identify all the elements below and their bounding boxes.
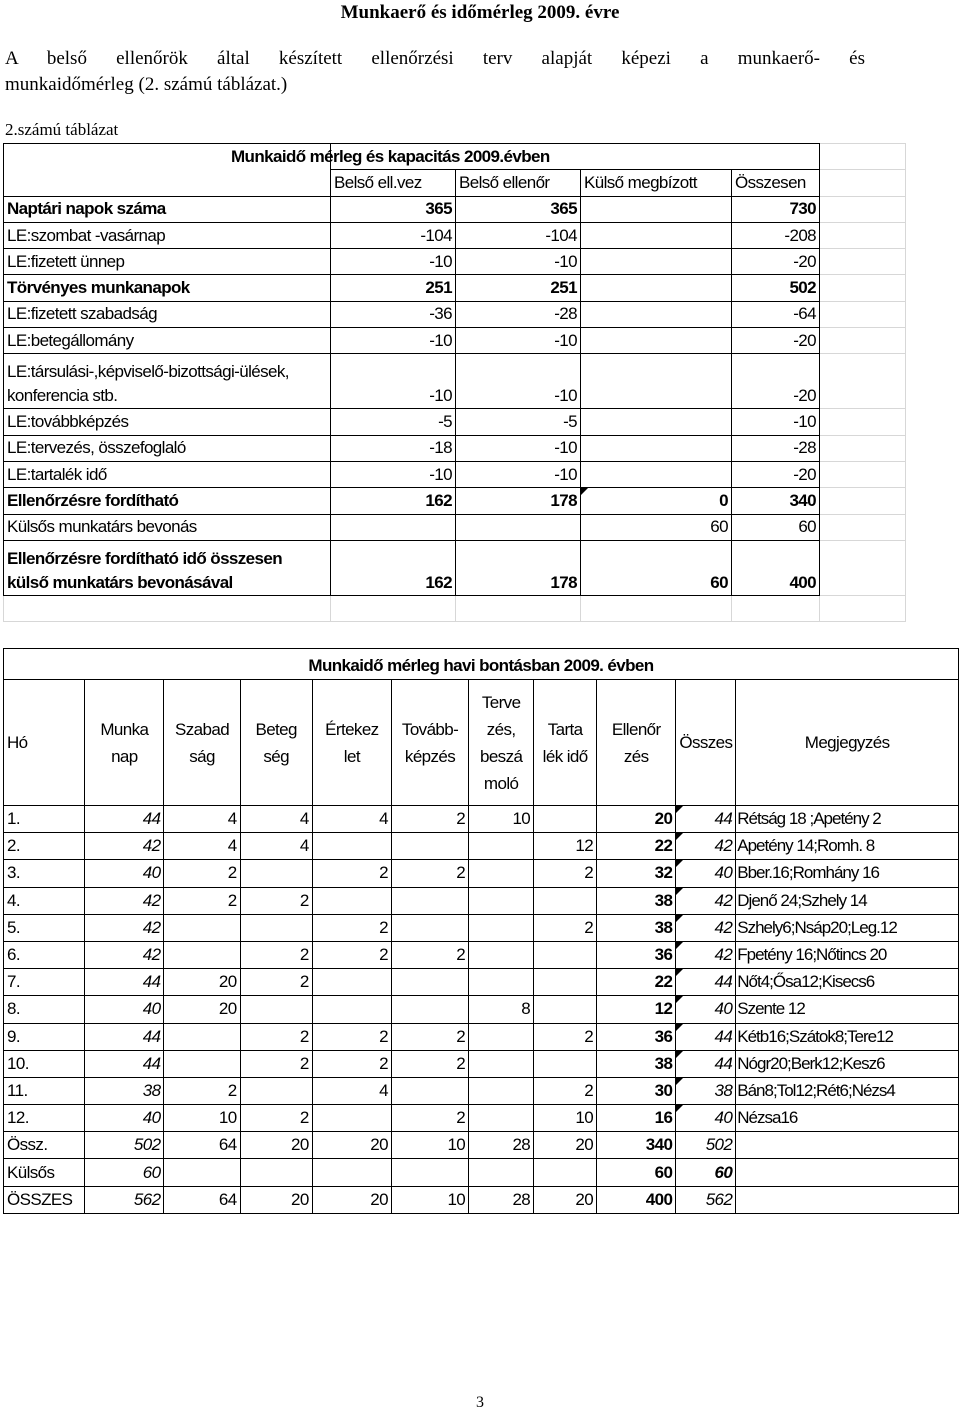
capacity-cell: -10 — [732, 409, 820, 435]
capacity-row — [4, 435, 906, 461]
capacity-cell: -20 — [732, 249, 820, 275]
capacity-row-label: Ellenőrzésre fordítható — [4, 488, 331, 514]
monthly-value-cell: 42 — [85, 833, 164, 860]
monthly-value-cell — [240, 1077, 312, 1104]
monthly-value-cell: 4 — [164, 806, 240, 833]
monthly-value-cell: 4 — [240, 833, 312, 860]
monthly-value-cell: 4 — [312, 1077, 391, 1104]
capacity-cell — [581, 461, 732, 487]
monthly-value-cell — [312, 969, 391, 996]
monthly-header-cell: Összes — [676, 680, 736, 806]
monthly-value-cell: 562 — [85, 1186, 164, 1213]
capacity-cell: -28 — [732, 435, 820, 461]
monthly-value-cell: 12 — [597, 996, 676, 1023]
monthly-value-cell: 38 — [597, 1050, 676, 1077]
monthly-value-cell: 2 — [312, 914, 391, 941]
monthly-value-cell: 2 — [240, 1105, 312, 1132]
monthly-value-cell: 42 — [85, 887, 164, 914]
monthly-value-cell: 60 — [676, 1159, 736, 1186]
capacity-cell — [581, 328, 732, 354]
capacity-cell: -28 — [456, 301, 581, 327]
monthly-value-cell: 2 — [240, 1050, 312, 1077]
monthly-table — [3, 648, 959, 1214]
note-cell: Rétság 18 ;Apetény 2 — [736, 806, 959, 833]
capacity-cell: 178 — [456, 488, 581, 514]
monthly-value-cell: 40 — [85, 1105, 164, 1132]
capacity-cell: 162 — [331, 540, 456, 595]
monthly-value-cell — [391, 1077, 468, 1104]
page-number: 3 — [476, 1394, 484, 1411]
monthly-row — [4, 914, 959, 941]
monthly-value-cell: 28 — [469, 1132, 534, 1159]
capacity-row-label: LE:tervezés, összefoglaló — [4, 435, 331, 461]
monthly-value-cell: 20 — [312, 1132, 391, 1159]
capacity-row — [4, 409, 906, 435]
monthly-value-cell: 8 — [469, 996, 534, 1023]
capacity-row — [4, 328, 906, 354]
monthly-value-cell: 38 — [597, 914, 676, 941]
monthly-value-cell — [469, 1077, 534, 1104]
capacity-cell: 251 — [331, 275, 456, 301]
monthly-value-cell: 42 — [676, 914, 736, 941]
header-belso-ell-vez: Belső ell.vez — [331, 170, 456, 196]
capacity-cell — [581, 409, 732, 435]
monthly-header-cell: Ellenőr zés — [597, 680, 676, 806]
monthly-value-cell: 20 — [312, 1186, 391, 1213]
monthly-row — [4, 941, 959, 968]
capacity-cell: -10 — [331, 328, 456, 354]
monthly-value-cell — [164, 941, 240, 968]
capacity-row-label: LE:fizetett ünnep — [4, 249, 331, 275]
capacity-row-label: LE:betegállomány — [4, 328, 331, 354]
monthly-row — [4, 833, 959, 860]
monthly-value-cell: 40 — [676, 996, 736, 1023]
monthly-value-cell: 20 — [534, 1132, 597, 1159]
capacity-row — [4, 488, 906, 514]
note-cell: Bán8;Tol12;Rét6;Nézs4 — [736, 1077, 959, 1104]
monthly-value-cell: 2 — [391, 860, 468, 887]
monthly-value-cell — [534, 941, 597, 968]
monthly-value-cell: 4 — [164, 833, 240, 860]
monthly-value-cell: 20 — [164, 996, 240, 1023]
month-cell: 8. — [4, 996, 85, 1023]
capacity-table-header-row — [4, 170, 906, 196]
monthly-value-cell — [391, 996, 468, 1023]
capacity-row — [4, 461, 906, 487]
monthly-value-cell: 2 — [240, 969, 312, 996]
capacity-cell: -10 — [456, 435, 581, 461]
month-cell: 10. — [4, 1050, 85, 1077]
monthly-value-cell — [391, 887, 468, 914]
monthly-value-cell: 40 — [85, 996, 164, 1023]
header-belso-ellenor: Belső ellenőr — [456, 170, 581, 196]
monthly-header-cell: Beteg ség — [240, 680, 312, 806]
capacity-cell — [581, 301, 732, 327]
note-cell: Nógr20;Berk12;Kesz6 — [736, 1050, 959, 1077]
monthly-value-cell — [164, 1050, 240, 1077]
monthly-value-cell — [164, 914, 240, 941]
monthly-value-cell: 340 — [597, 1132, 676, 1159]
month-cell: 2. — [4, 833, 85, 860]
capacity-cell: -64 — [732, 301, 820, 327]
monthly-value-cell: 22 — [597, 833, 676, 860]
capacity-cell: -10 — [456, 354, 581, 409]
monthly-value-cell — [469, 1050, 534, 1077]
monthly-table-title-row — [4, 649, 959, 680]
monthly-header-cell: Szabad ság — [164, 680, 240, 806]
monthly-value-cell: 44 — [85, 1023, 164, 1050]
monthly-value-cell — [312, 1159, 391, 1186]
monthly-value-cell: 44 — [85, 1050, 164, 1077]
monthly-value-cell — [240, 1159, 312, 1186]
capacity-cell: -10 — [331, 354, 456, 409]
capacity-cell — [581, 222, 732, 248]
note-cell: Apetény 14;Romh. 8 — [736, 833, 959, 860]
monthly-row — [4, 887, 959, 914]
monthly-value-cell — [469, 1023, 534, 1050]
monthly-value-cell: 502 — [85, 1132, 164, 1159]
capacity-row — [4, 196, 906, 222]
monthly-value-cell — [534, 996, 597, 1023]
monthly-value-cell — [469, 914, 534, 941]
capacity-row — [4, 301, 906, 327]
capacity-cell: 365 — [456, 196, 581, 222]
monthly-value-cell: 42 — [676, 887, 736, 914]
capacity-cell: 340 — [732, 488, 820, 514]
monthly-value-cell: 20 — [597, 806, 676, 833]
monthly-table-header-row — [4, 680, 959, 806]
monthly-value-cell — [469, 969, 534, 996]
capacity-cell: -208 — [732, 222, 820, 248]
monthly-value-cell — [534, 806, 597, 833]
capacity-row — [4, 540, 906, 595]
monthly-row — [4, 806, 959, 833]
capacity-row-label: Törvényes munkanapok — [4, 275, 331, 301]
month-cell: 4. — [4, 887, 85, 914]
monthly-value-cell: 44 — [85, 969, 164, 996]
monthly-value-cell: 2 — [240, 887, 312, 914]
monthly-value-cell: 36 — [597, 1023, 676, 1050]
month-cell: 12. — [4, 1105, 85, 1132]
capacity-cell: -104 — [456, 222, 581, 248]
capacity-cell: 60 — [581, 514, 732, 540]
month-cell: 9. — [4, 1023, 85, 1050]
month-cell: 5. — [4, 914, 85, 941]
monthly-value-cell: 44 — [85, 806, 164, 833]
capacity-row-label: LE:szombat -vasárnap — [4, 222, 331, 248]
capacity-cell: -10 — [456, 461, 581, 487]
monthly-value-cell: 16 — [597, 1105, 676, 1132]
monthly-value-cell: 64 — [164, 1132, 240, 1159]
note-cell: Fpetény 16;Nőtincs 20 — [736, 941, 959, 968]
header-kulso-megbizott: Külső megbízott — [581, 170, 732, 196]
capacity-cell: 365 — [331, 196, 456, 222]
capacity-cell: 730 — [732, 196, 820, 222]
note-cell: Djenő 24;Szhely 14 — [736, 887, 959, 914]
monthly-value-cell: 44 — [676, 1050, 736, 1077]
capacity-cell — [581, 275, 732, 301]
note-cell — [736, 1159, 959, 1186]
capacity-row — [4, 222, 906, 248]
capacity-cell: 178 — [456, 540, 581, 595]
monthly-row — [4, 860, 959, 887]
monthly-value-cell: 10 — [164, 1105, 240, 1132]
monthly-value-cell — [469, 941, 534, 968]
monthly-value-cell: 38 — [597, 887, 676, 914]
monthly-table-title: Munkaidő mérleg havi bontásban 2009. évben — [4, 649, 959, 680]
month-cell: 1. — [4, 806, 85, 833]
monthly-value-cell — [534, 887, 597, 914]
monthly-value-cell: 2 — [391, 1023, 468, 1050]
capacity-row — [4, 275, 906, 301]
note-cell: Nézsa16 — [736, 1105, 959, 1132]
monthly-value-cell: 44 — [676, 969, 736, 996]
note-cell: Szente 12 — [736, 996, 959, 1023]
capacity-cell: -10 — [456, 249, 581, 275]
monthly-value-cell: 38 — [85, 1077, 164, 1104]
monthly-row — [4, 1159, 959, 1186]
monthly-value-cell: 2 — [164, 1077, 240, 1104]
monthly-value-cell: 42 — [85, 914, 164, 941]
monthly-value-cell: 2 — [240, 941, 312, 968]
capacity-cell — [581, 249, 732, 275]
monthly-value-cell: 2 — [391, 806, 468, 833]
capacity-cell — [456, 514, 581, 540]
monthly-value-cell: 2 — [312, 860, 391, 887]
monthly-value-cell: 10 — [391, 1132, 468, 1159]
monthly-value-cell — [534, 1159, 597, 1186]
monthly-header-cell: Értekez let — [312, 680, 391, 806]
capacity-cell: -5 — [456, 409, 581, 435]
monthly-value-cell: 40 — [85, 860, 164, 887]
capacity-cell: -36 — [331, 301, 456, 327]
monthly-value-cell: 10 — [469, 806, 534, 833]
capacity-row — [4, 514, 906, 540]
monthly-header-cell: Tarta lék idő — [534, 680, 597, 806]
capacity-cell — [581, 196, 732, 222]
monthly-row — [4, 1186, 959, 1213]
monthly-value-cell — [469, 1105, 534, 1132]
monthly-value-cell: 42 — [676, 833, 736, 860]
monthly-value-cell — [240, 860, 312, 887]
note-cell: Kétb16;Szátok8;Tere12 — [736, 1023, 959, 1050]
capacity-row-label: LE:továbbképzés — [4, 409, 331, 435]
note-cell: Szhely6;Nsáp20;Leg.12 — [736, 914, 959, 941]
monthly-value-cell: 2 — [240, 1023, 312, 1050]
monthly-value-cell: 44 — [676, 1023, 736, 1050]
monthly-value-cell: 38 — [676, 1077, 736, 1104]
monthly-value-cell: 2 — [534, 914, 597, 941]
monthly-value-cell: 32 — [597, 860, 676, 887]
capacity-row-label: Naptári napok száma — [4, 196, 331, 222]
capacity-cell: 0 — [581, 488, 732, 514]
table-label: 2.számú táblázat — [5, 120, 119, 139]
monthly-value-cell — [391, 1159, 468, 1186]
monthly-value-cell: 10 — [391, 1186, 468, 1213]
capacity-cell: -10 — [331, 249, 456, 275]
note-cell: Nőt4;Ősa12;Kisecs6 — [736, 969, 959, 996]
monthly-value-cell — [312, 996, 391, 1023]
monthly-value-cell: 20 — [164, 969, 240, 996]
capacity-cell: 60 — [732, 514, 820, 540]
monthly-value-cell: 562 — [676, 1186, 736, 1213]
monthly-value-cell: 2 — [391, 1105, 468, 1132]
monthly-value-cell: 40 — [676, 1105, 736, 1132]
monthly-value-cell: 2 — [312, 1050, 391, 1077]
monthly-row — [4, 1105, 959, 1132]
monthly-value-cell: 2 — [164, 887, 240, 914]
monthly-value-cell: 22 — [597, 969, 676, 996]
capacity-row — [4, 249, 906, 275]
capacity-row-label: Ellenőrzésre fordítható idő összesen külső munkatárs bevonásával — [4, 540, 331, 595]
note-cell — [736, 1132, 959, 1159]
capacity-table-title: Munkaidő mérleg és kapacitás 2009.évben — [331, 144, 820, 170]
monthly-value-cell: 2 — [391, 941, 468, 968]
monthly-value-cell: 60 — [85, 1159, 164, 1186]
monthly-value-cell — [469, 860, 534, 887]
capacity-cell — [581, 435, 732, 461]
capacity-cell: 251 — [456, 275, 581, 301]
monthly-value-cell — [312, 887, 391, 914]
monthly-value-cell — [391, 914, 468, 941]
monthly-value-cell — [391, 833, 468, 860]
monthly-value-cell — [240, 996, 312, 1023]
capacity-cell: 162 — [331, 488, 456, 514]
monthly-value-cell: 2 — [534, 1077, 597, 1104]
monthly-value-cell: 40 — [676, 860, 736, 887]
monthly-value-cell: 20 — [240, 1186, 312, 1213]
capacity-cell: -10 — [331, 461, 456, 487]
monthly-value-cell: 42 — [676, 941, 736, 968]
monthly-value-cell — [240, 914, 312, 941]
monthly-value-cell — [469, 1159, 534, 1186]
monthly-header-cell: Terve zés, beszá moló — [469, 680, 534, 806]
capacity-row-label: Külsős munkatárs bevonás — [4, 514, 331, 540]
capacity-row-label: LE:fizetett szabadság — [4, 301, 331, 327]
monthly-row — [4, 1077, 959, 1104]
note-cell — [736, 1186, 959, 1213]
capacity-cell: -18 — [331, 435, 456, 461]
monthly-value-cell — [164, 1023, 240, 1050]
capacity-row-label: LE:tartalék idő — [4, 461, 331, 487]
monthly-value-cell: 10 — [534, 1105, 597, 1132]
monthly-header-cell: Munka nap — [85, 680, 164, 806]
intro-paragraph-line-2: munkaidőmérleg (2. számú táblázat.) — [5, 74, 288, 95]
monthly-value-cell — [164, 1159, 240, 1186]
monthly-value-cell: 44 — [676, 806, 736, 833]
monthly-value-cell: 2 — [534, 860, 597, 887]
capacity-cell: -104 — [331, 222, 456, 248]
capacity-table — [3, 143, 906, 622]
capacity-cell: -10 — [456, 328, 581, 354]
monthly-header-cell: Tovább- képzés — [391, 680, 468, 806]
month-cell: 3. — [4, 860, 85, 887]
capacity-cell: 400 — [732, 540, 820, 595]
monthly-value-cell: 400 — [597, 1186, 676, 1213]
intro-paragraph-line-1: A belső ellenőrök által készített ellenőrzési terv alapját képezi a munkaerő- és — [5, 48, 865, 69]
month-cell: Össz. — [4, 1132, 85, 1159]
monthly-value-cell — [312, 833, 391, 860]
monthly-value-cell: 42 — [85, 941, 164, 968]
monthly-value-cell — [534, 969, 597, 996]
capacity-cell: -20 — [732, 328, 820, 354]
monthly-row — [4, 1132, 959, 1159]
month-cell: ÖSSZES — [4, 1186, 85, 1213]
document-title: Munkaerő és időmérleg 2009. évre — [340, 2, 620, 23]
monthly-row — [4, 1023, 959, 1050]
capacity-row — [4, 354, 906, 409]
capacity-cell — [581, 354, 732, 409]
monthly-value-cell: 2 — [391, 1050, 468, 1077]
monthly-value-cell — [312, 1105, 391, 1132]
monthly-value-cell: 4 — [240, 806, 312, 833]
monthly-value-cell: 30 — [597, 1077, 676, 1104]
monthly-value-cell: 60 — [597, 1159, 676, 1186]
capacity-cell: -20 — [732, 354, 820, 409]
month-cell: 7. — [4, 969, 85, 996]
capacity-cell: -5 — [331, 409, 456, 435]
monthly-value-cell: 20 — [534, 1186, 597, 1213]
monthly-value-cell — [534, 1050, 597, 1077]
monthly-value-cell: 2 — [534, 1023, 597, 1050]
monthly-value-cell: 64 — [164, 1186, 240, 1213]
monthly-row — [4, 996, 959, 1023]
monthly-value-cell: 20 — [240, 1132, 312, 1159]
month-cell: Külsős — [4, 1159, 85, 1186]
monthly-value-cell: 502 — [676, 1132, 736, 1159]
capacity-table-title-row — [4, 144, 906, 170]
monthly-header-cell: Hó — [4, 680, 85, 806]
monthly-value-cell: 28 — [469, 1186, 534, 1213]
capacity-cell: 502 — [732, 275, 820, 301]
monthly-value-cell: 12 — [534, 833, 597, 860]
monthly-value-cell — [391, 969, 468, 996]
monthly-value-cell — [469, 833, 534, 860]
monthly-value-cell: 2 — [164, 860, 240, 887]
month-cell: 6. — [4, 941, 85, 968]
header-osszesen: Összesen — [732, 170, 820, 196]
capacity-cell: -20 — [732, 461, 820, 487]
monthly-value-cell: 36 — [597, 941, 676, 968]
monthly-value-cell: 2 — [312, 941, 391, 968]
month-cell: 11. — [4, 1077, 85, 1104]
monthly-row — [4, 969, 959, 996]
note-cell: Bber.16;Romhány 16 — [736, 860, 959, 887]
monthly-value-cell: 2 — [312, 1023, 391, 1050]
capacity-cell: 60 — [581, 540, 732, 595]
monthly-header-cell: Megjegyzés — [736, 680, 959, 806]
capacity-row-label: LE:társulási-,képviselő-bizottsági-ülések, konferencia stb. — [4, 354, 331, 409]
monthly-value-cell: 4 — [312, 806, 391, 833]
capacity-cell — [331, 514, 456, 540]
monthly-value-cell — [469, 887, 534, 914]
monthly-row — [4, 1050, 959, 1077]
